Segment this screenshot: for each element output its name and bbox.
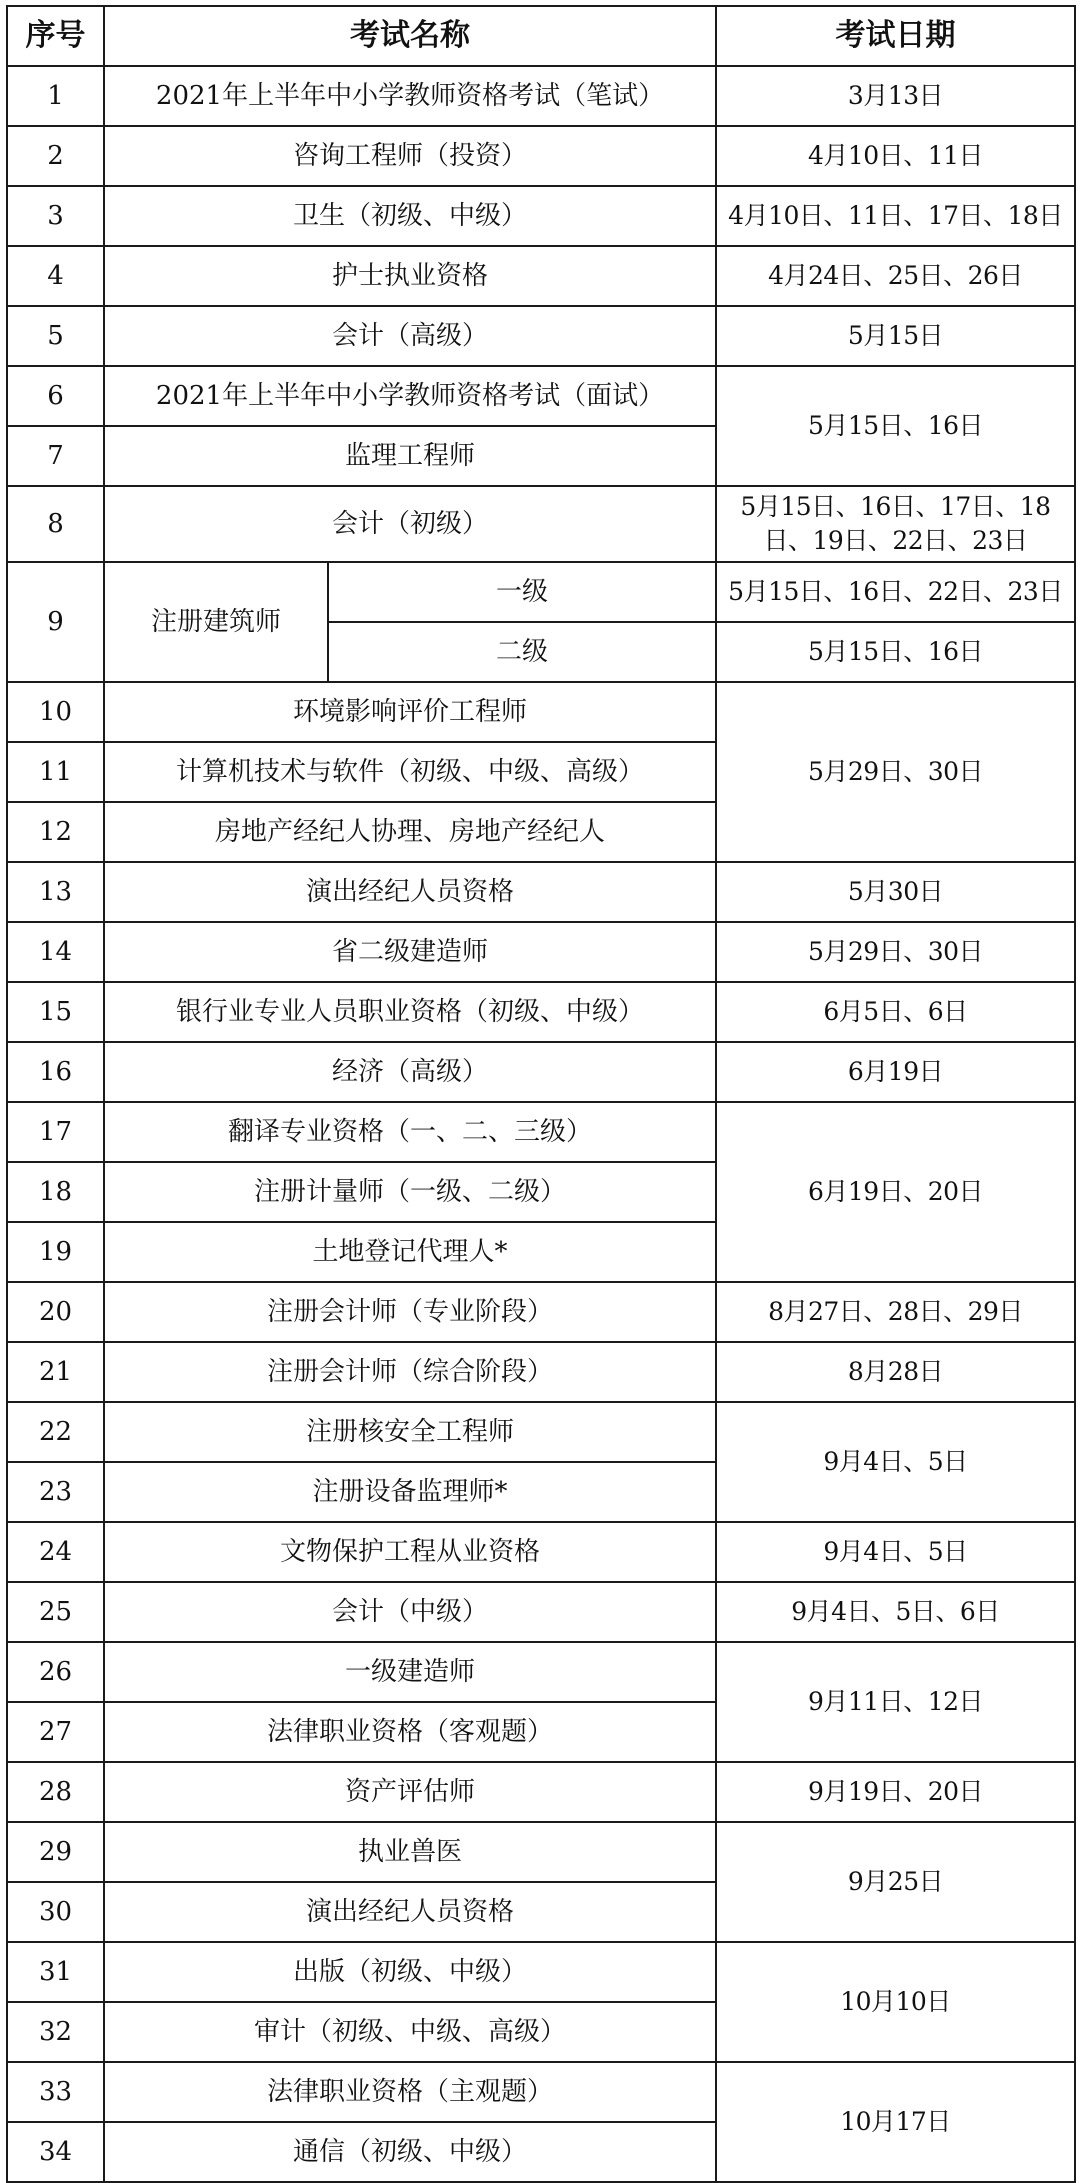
table-row: [7, 186, 1075, 246]
row-number: 9: [7, 562, 104, 682]
exam-date: 8月27日、28日、29日: [716, 1282, 1075, 1342]
row-number: 30: [7, 1882, 104, 1942]
table-row: [7, 862, 1075, 922]
table-row: [7, 1522, 1075, 1582]
exam-name: 房地产经纪人协理、房地产经纪人: [104, 802, 716, 862]
exam-name: 注册计量师（一级、二级）: [104, 1162, 716, 1222]
exam-date: 9月4日、5日: [716, 1402, 1075, 1522]
table-row: [7, 1762, 1075, 1822]
exam-date: 6月5日、6日: [716, 982, 1075, 1042]
row-number: 20: [7, 1282, 104, 1342]
exam-name: 监理工程师: [104, 426, 716, 486]
exam-name: 咨询工程师（投资）: [104, 126, 716, 186]
exam-date: 10月17日: [716, 2062, 1075, 2182]
exam-name: 经济（高级）: [104, 1042, 716, 1102]
exam-name: 2021年上半年中小学教师资格考试（笔试）: [104, 66, 716, 126]
table-row: [7, 126, 1075, 186]
table-row: [7, 1642, 1075, 1702]
exam-name: 法律职业资格（主观题）: [104, 2062, 716, 2122]
header-date: 考试日期: [716, 6, 1075, 66]
row-number: 25: [7, 1582, 104, 1642]
table-row: [7, 2062, 1075, 2122]
row-number: 32: [7, 2002, 104, 2062]
row-number: 33: [7, 2062, 104, 2122]
exam-name: 通信（初级、中级）: [104, 2122, 716, 2182]
exam-date: 5月15日、16日: [716, 622, 1075, 682]
exam-name: 执业兽医: [104, 1822, 716, 1882]
row-number: 4: [7, 246, 104, 306]
row-number: 15: [7, 982, 104, 1042]
exam-name: 省二级建造师: [104, 922, 716, 982]
row-number: 28: [7, 1762, 104, 1822]
exam-date: 4月24日、25日、26日: [716, 246, 1075, 306]
row-number: 31: [7, 1942, 104, 2002]
header-name: 考试名称: [104, 6, 716, 66]
row-number: 17: [7, 1102, 104, 1162]
exam-name: 会计（高级）: [104, 306, 716, 366]
row-number: 26: [7, 1642, 104, 1702]
exam-date: 4月10日、11日、17日、18日: [716, 186, 1075, 246]
table-row: [7, 682, 1075, 742]
exam-schedule: [6, 5, 1074, 2177]
row-number: 3: [7, 186, 104, 246]
row-number: 34: [7, 2122, 104, 2182]
table-row: [7, 1402, 1075, 1462]
exam-name: 会计（中级）: [104, 1582, 716, 1642]
exam-date: 5月29日、30日: [716, 922, 1075, 982]
row-number: 13: [7, 862, 104, 922]
table-row: [7, 1042, 1075, 1102]
table-row: [7, 1282, 1075, 1342]
table-row: [7, 922, 1075, 982]
exam-date: 9月11日、12日: [716, 1642, 1075, 1762]
table-row: [7, 306, 1075, 366]
exam-name: 卫生（初级、中级）: [104, 186, 716, 246]
header-row: [7, 6, 1075, 66]
exam-name: 注册建筑师: [104, 562, 328, 682]
exam-date: 3月13日: [716, 66, 1075, 126]
row-number: 14: [7, 922, 104, 982]
exam-name: 一级建造师: [104, 1642, 716, 1702]
row-number: 19: [7, 1222, 104, 1282]
exam-name: 演出经纪人员资格: [104, 1882, 716, 1942]
table-row: [7, 562, 1075, 622]
row-number: 1: [7, 66, 104, 126]
row-number: 29: [7, 1822, 104, 1882]
table-row: [7, 66, 1075, 126]
exam-sub-level: 二级: [328, 622, 716, 682]
exam-date: 5月30日: [716, 862, 1075, 922]
exam-name: 出版（初级、中级）: [104, 1942, 716, 2002]
exam-name: 护士执业资格: [104, 246, 716, 306]
exam-name: 资产评估师: [104, 1762, 716, 1822]
exam-name: 计算机技术与软件（初级、中级、高级）: [104, 742, 716, 802]
exam-date: 5月15日、16日、22日、23日: [716, 562, 1075, 622]
exam-date: 4月10日、11日: [716, 126, 1075, 186]
exam-name: 演出经纪人员资格: [104, 862, 716, 922]
row-number: 10: [7, 682, 104, 742]
exam-date: 9月25日: [716, 1822, 1075, 1942]
table-row: [7, 1942, 1075, 2002]
table-row: [7, 1822, 1075, 1882]
exam-date: 9月19日、20日: [716, 1762, 1075, 1822]
row-number: 18: [7, 1162, 104, 1222]
row-number: 21: [7, 1342, 104, 1402]
exam-sub-level: 一级: [328, 562, 716, 622]
exam-date: 6月19日: [716, 1042, 1075, 1102]
exam-name: 注册核安全工程师: [104, 1402, 716, 1462]
table-row: [7, 982, 1075, 1042]
row-number: 27: [7, 1702, 104, 1762]
table-row: [7, 1582, 1075, 1642]
exam-date: 9月4日、5日: [716, 1522, 1075, 1582]
exam-name: 2021年上半年中小学教师资格考试（面试）: [104, 366, 716, 426]
row-number: 23: [7, 1462, 104, 1522]
table-row: [7, 1342, 1075, 1402]
row-number: 5: [7, 306, 104, 366]
row-number: 7: [7, 426, 104, 486]
exam-name: 审计（初级、中级、高级）: [104, 2002, 716, 2062]
exam-schedule-table: [6, 5, 1076, 2183]
exam-name: 注册会计师（综合阶段）: [104, 1342, 716, 1402]
exam-name: 法律职业资格（客观题）: [104, 1702, 716, 1762]
exam-name: 银行业专业人员职业资格（初级、中级）: [104, 982, 716, 1042]
row-number: 12: [7, 802, 104, 862]
exam-date: 5月15日、16日: [716, 366, 1075, 486]
exam-name: 注册会计师（专业阶段）: [104, 1282, 716, 1342]
exam-date: 5月15日: [716, 306, 1075, 366]
exam-date: 5月29日、30日: [716, 682, 1075, 862]
row-number: 22: [7, 1402, 104, 1462]
exam-date: 9月4日、5日、6日: [716, 1582, 1075, 1642]
exam-name: 文物保护工程从业资格: [104, 1522, 716, 1582]
header-no: 序号: [7, 6, 104, 66]
row-number: 6: [7, 366, 104, 426]
exam-date: 6月19日、20日: [716, 1102, 1075, 1282]
row-number: 24: [7, 1522, 104, 1582]
exam-name: 会计（初级）: [104, 486, 716, 562]
exam-name: 翻译专业资格（一、二、三级）: [104, 1102, 716, 1162]
exam-date: 10月10日: [716, 1942, 1075, 2062]
table-row: [7, 1102, 1075, 1162]
exam-name: 土地登记代理人*: [104, 1222, 716, 1282]
table-row: [7, 246, 1075, 306]
row-number: 11: [7, 742, 104, 802]
row-number: 8: [7, 486, 104, 562]
table-row: [7, 486, 1075, 562]
exam-date: 5月15日、16日、17日、18日、19日、22日、23日: [716, 486, 1075, 562]
row-number: 16: [7, 1042, 104, 1102]
exam-name: 环境影响评价工程师: [104, 682, 716, 742]
table-row: [7, 366, 1075, 426]
exam-date: 8月28日: [716, 1342, 1075, 1402]
exam-name: 注册设备监理师*: [104, 1462, 716, 1522]
row-number: 2: [7, 126, 104, 186]
